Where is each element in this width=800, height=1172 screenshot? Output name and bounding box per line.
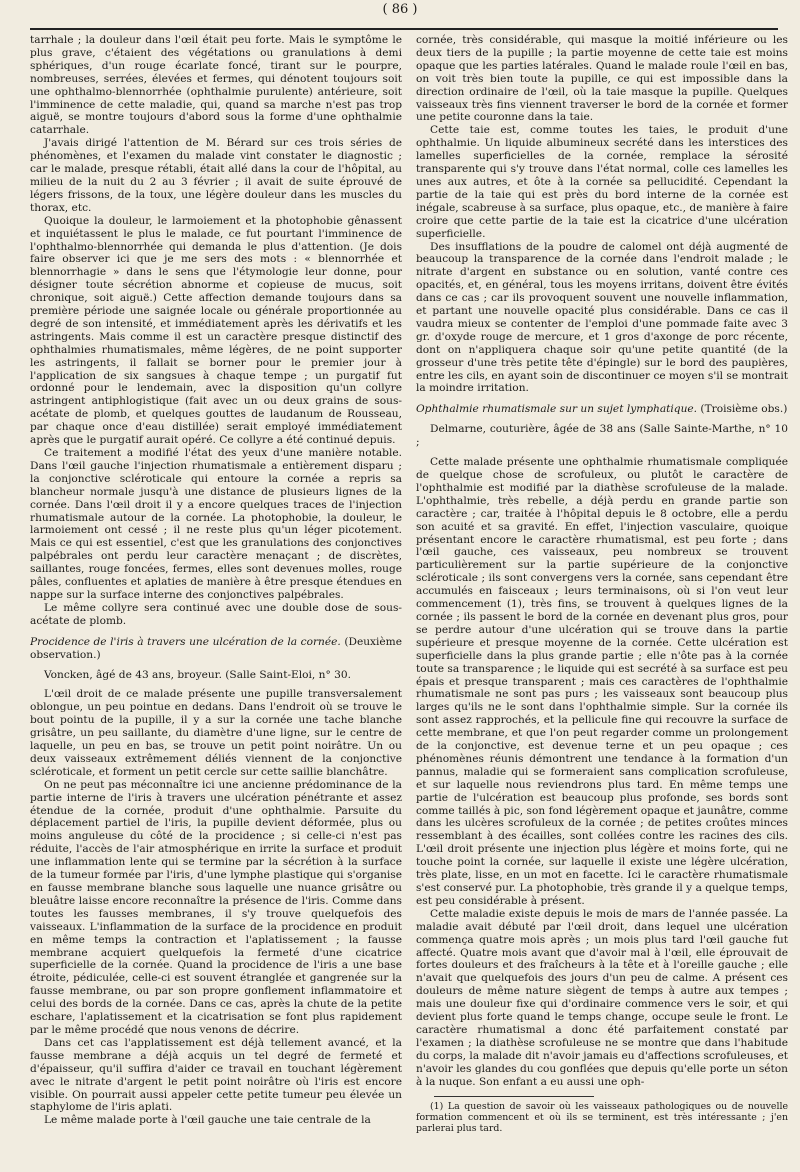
section-heading	[30, 636, 402, 662]
paragraph: J'avais dirigé l'attention de M. Bérard sur ces trois séries de phénomènes, et l'examen du malade vint constater le diagnostic ; car le malade, presque rétabli, était allé dans la cour de l'hôpital, au milieu de la nuit du 2 au 3 février ; il avait de suite éprouvé de légers frissons, de la toux, une légère douleur dans les muscles du thorax, etc.	[30, 137, 402, 214]
section-heading-note: (Troisième obs.)	[697, 403, 788, 416]
left-column	[30, 34, 402, 1162]
paragraph: cornée, très considérable, qui masque la moitié inférieure ou les deux tiers de la pupille ; la partie moyenne de cette taie est moins opaque que les parties latérales. Quand le malade roule l'œil en bas, on voit très bien toute la pupille, ce qui est impossible dans la direction ordinaire de l'œil, où la taie masque la pupille. Quelques vaisseaux très fins viennent traverser le bord de la cornée et former une petite couronne dans la taie.	[416, 34, 788, 124]
page-number: ( 86 )	[382, 2, 418, 17]
section-heading-title: Procidence de l'iris à travers une ulcération de la cornée.	[30, 635, 341, 648]
paragraph: Ce traitement a modifié l'état des yeux d'une manière notable. Dans l'œil gauche l'injection rhumatismale a entièrement disparu ; la conjonctive scléroticale qui entoure la cornée a repris sa blancheur normale jusqu'à une distance de plusieurs lignes de la cornée. Dans l'œil droit il y a encore quelques traces de l'injection rhumatismale autour de la cornée. La photophobie, la douleur, le larmoiement ont cessé ; il ne reste plus qu'un léger picotement. Mais ce qui est essentiel, c'est que les granulations des conjonctives palpébrales ont perdu leur caractère menaçant ; de discrètes, saillantes, rouge foncées, fermes, elles sont devenues molles, rouge pâles, confluentes et aplaties de manière à être presque étendues en nappe sur la surface interne des conjonctives palpébrales.	[30, 447, 402, 601]
paragraph: L'œil droit de ce malade présente une pupille transversalement oblongue, un peu pointue en dedans. Dans l'endroit où se trouve le bout pointu de la pupille, il y a sur la cornée une tache blanche grisâtre, un peu saillante, du diamètre d'une ligne, sur le centre de laquelle, un peu en bas, se trouve un petit point noirâtre. Un ou deux vaisseaux extrêmement déliés viennent de la conjonctive scléroticale, et forment un petit cercle sur cette saillie blanchâtre.	[30, 688, 402, 778]
paragraph: Quoique la douleur, le larmoiement et la photophobie gênassent et inquiétassent le plus le malade, ce fut pourtant l'imminence de l'ophthalmo-blennorrhée qui demanda le plus d'attention. (Je dois faire observer ici que je me sers des mots : « blennorrhée et blennorrhagie » dans le sens que l'étymologie leur donne, pour désigner toute sécrétion abnorme et copieuse de mucus, soit chronique, soit aiguë.) Cette affection demande toujours dans sa première période une saignée locale ou générale proportionnée au degré de son intensité, et immédiatement après les dérivatifs et les astringents. Mais comme il est un caractère presque distinctif des ophthalmies rhumatismales, même légères, de ne point supporter les astringents, il fallait se borner pour le premier jour à l'application de six sangsues à chaque tempe ; un purgatif fut ordonné pour le lendemain, avec la disposition qu'un collyre astringent antiphlogistique (fait avec un ou deux grains de sous-acétate de plomb, et quelques gouttes de laudanum de Rousseau, par chaque once d'eau distillée) serait employé immédiatement après que le purgatif aurait opéré. Ce collyre a été continué depuis.	[30, 214, 402, 447]
paragraph: Le même malade porte à l'œil gauche une taie centrale de la	[44, 1114, 371, 1127]
section-heading	[416, 403, 788, 416]
patient-line: Delmarne, couturière, âgée de 38 ans (Salle Sainte-Marthe, n° 10 ;	[416, 423, 788, 449]
paragraph: Dans cet cas l'applatissement est déjà tellement avancé, et la fausse membrane a déjà acquis un tel degré de fermeté et d'épaisseur, qu'il suffira d'aider ce travail en touchant légèrement avec le nitrate d'argent le petit point noirâtre où l'iris est encore visible. On pourrait aussi appeler cette petite tumeur peu élevée un staphylome de l'iris aplati.	[30, 1036, 402, 1114]
section-heading-note: (Deuxième observation.)	[30, 635, 402, 661]
page-header	[30, 0, 770, 20]
paragraph: Cette malade présente une ophthalmie rhumatismale compliquée de quelque chose de scrofuleux, ou plutôt le caractère de l'ophthalmie est modifié par la diathèse scrofuleuse de la malade. L'ophthalmie, très rebelle, a déjà perdu en grande partie son caractère ; car, traitée à l'hôpital depuis le 8 octobre, elle a perdu son acuité et sa gravité. En effet, l'injection vasculaire, quoique présentant encore le caractère rhumatismal, est peu forte ; dans l'œil gauche, ces vaisseaux, peu nombreux se trouvent particulièrement sur la partie supérieure de la conjonctive scléroticale ; ils sont convergens vers la cornée, sans cependant être accumulés en faisceaux ; leurs terminaisons, où si l'on veut leur commencement (1), très fins, se trouvent à quelques lignes de la cornée ; ils passent le bord de la cornée en devenant plus gros, pour se perdre autour d'une ulcération qui se trouve dans la partie supérieure et presque moyenne de la cornée. Cette ulcération est superficielle dans la plus grande partie ; elle n'ôte pas à la cornée toute sa transparence ; le liquide qui est secrété à sa surface est peu épais et presque transparent ; mais ces caractères de l'ophthalmie rhumatismale ne sont pas purs ; les vaisseaux sont beaucoup plus larges qu'ils ne le sont dans l'ophthalmie simple. Sur la cornée ils sont assez rapprochés, et la pellicule fine qui recouvre la surface de cette membrane, et que l'on peut regarder comme un prolongement de la conjonctive, est devenue terne et un peu opaque ; ces phénomènes réunis démontrent une tendance à la formation d'un pannus, maladie qui se formeraient sans complication scrofuleuse, et sur laquelle nous reviendrons plus tard. En même temps une partie de l'ulcération est beaucoup plus profonde, ses bords sont comme taillés à pic, son fond légèrement opaque et jaunâtre, comme dans les ulcères scrofuleux de la cornée ; de petites croûtes minces ressemblant à des écailles, sont collées contre les racines des cils. L'œil droit présente une injection plus légère et moins forte, qui ne touche point la cornée, sur laquelle il existe une légère ulcération, très plate, lisse, en un mot en facette. Ici le caractère rhumatismale s'est conservé pur. La photophobie, très grande il y a quelque temps, est peu considérable à présent.	[416, 456, 788, 907]
footnote-rule	[434, 1096, 594, 1097]
patient-line: Voncken, âgé de 43 ans, broyeur. (Salle Saint-Eloi, n° 30.	[44, 668, 352, 681]
paragraph: tarrhale ; la douleur dans l'œil était peu forte. Mais le symptôme le plus grave, c'étaient des végétations ou granulations à demi sphériques, d'un rouge écarlate foncé, tirant sur le pourpre, nombreuses, serrées, élevées et fermes, qui dénotent toujours soit une ophthalmo-blennorrhée (ophthalmie purulente) antérieure, soit l'imminence de cette maladie, qui, quand sa marche n'est pas trop aiguë, se montre toujours d'abord sous la forme d'une ophthalmie catarrhale.	[30, 34, 402, 137]
header-rule	[30, 28, 778, 30]
paragraph: Cette taie est, comme toutes les taies, le produit d'une ophthalmie. Un liquide albumineux secrété dans les interstices des lamelles superficielles de la cornée, remplace la sérosité transparente qui s'y trouve dans l'état normal, colle ces lamelles les unes aux autres, et ôte à la cornée sa pellucidité. Cependant la partie de la taie qui est près du bord interne de la cornée est inégale, scabreuse à sa surface, plus opaque, etc., de manière à faire croire que cette partie de la taie est la cicatrice d'une ulcération superficielle.	[416, 124, 788, 240]
section-heading-title: Ophthalmie rhumatismale sur un sujet lymphatique.	[416, 403, 698, 416]
paragraph: Le même collyre sera continué avec une double dose de sous-acétate de plomb.	[30, 601, 402, 627]
paragraph: Cette maladie existe depuis le mois de mars de l'année passée. La maladie avait débuté par l'œil droit, dans lequel une ulcération commença quatre mois après ; un mois plus tard l'œil gauche fut affecté. Quatre mois avant que d'avoir mal à l'œil, elle éprouvait de fortes douleurs et des fraîcheurs à la tête et à l'oreille gauche ; elle n'avait que quelquefois des jours d'un peu de calme. A présent ces douleurs de même nature siègent de temps à autre aux tempes ; mais une douleur fixe qui d'ordinaire commence vers le soir, et qui devient plus forte quand le temps change, occupe seule le front. Le caractère rhumatismal a donc été parfaitement constaté par l'examen ; la diathèse scrofuleuse ne se montre que dans l'habitude du corps, la malade dit n'avoir jamais eu d'affections scrofuleuses, et n'avoir les glandes du cou gonflées que depuis qu'elle porte un séton à la nuque. Son enfant a eu aussi une oph-	[416, 907, 788, 1088]
right-column	[416, 34, 788, 1162]
paragraph: On ne peut pas méconnaître ici une ancienne prédominance de la partie interne de l'iris à travers une ulcération pénétrante et assez étendue de la cornée, produit d'une ophthalmie. Parsuite du déplacement partiel de l'iris, la pupille devient déformée, plus ou moins anguleuse du côté de la procidence ; si celle-ci n'est pas réduite, l'accès de l'air atmosphérique en irrite la surface et produit une inflammation lente qui se termine par la sécrétion à la surface de la tumeur formée par l'iris, d'une lymphe plastique qui s'organise en fausse membrane blanche sous laquelle une nuance grisâtre ou bleuâtre laisse encore reconnaître la présence de l'iris. Comme dans toutes les fausses membranes, il s'y trouve quelquefois des vaisseaux. L'inflammation de la surface de la procidence en produit en même temps la contraction et l'aplatissement ; la fausse membrane acquiert quelquefois la fermeté d'une cicatrice superficielle de la cornée. Quand la procidence de l'iris a une base étroite, pédiculée, celle-ci est souvent étranglée et gangrenée sur la fausse membrane, ou par son propre gonflement inflammatoire et celui des bords de la cornée. Dans ce cas, après la chute de la petite eschare, l'aplatissement et la cicatrisation se font plus rapidement par le même procédé que nous venons de décrire.	[30, 778, 402, 1036]
paragraph: Des insufflations de la poudre de calomel ont déjà augmenté de beaucoup la transparence de la cornée dans l'endroit malade ; le nitrate d'argent en substance ou en solution, vanté contre ces opacités, et, en général, tous les moyens irritans, doivent être évités dans ce cas ; car ils provoquent souvent une nouvelle inflammation, et partant une nouvelle opacité plus considérable. Dans ce cas il vaudra mieux se contenter de l'emploi d'une pommade faite avec 3 gr. d'oxyde rouge de mercure, et 1 gros d'axonge de porc récente, dont on n'appliquera chaque soir qu'une petite quantité (de la grosseur d'une très petite tête d'épingle) sur le bord des paupières, entre les cils, en ayant soin de discontinuer ce moyen s'il se montrait la moindre irritation.	[416, 240, 788, 395]
footnote: (1) La question de savoir où les vaisseaux pathologiques ou de nouvelle formation commencent et où ils se terminent, est très intéressante ; j'en parlerai plus tard.	[416, 1100, 788, 1135]
